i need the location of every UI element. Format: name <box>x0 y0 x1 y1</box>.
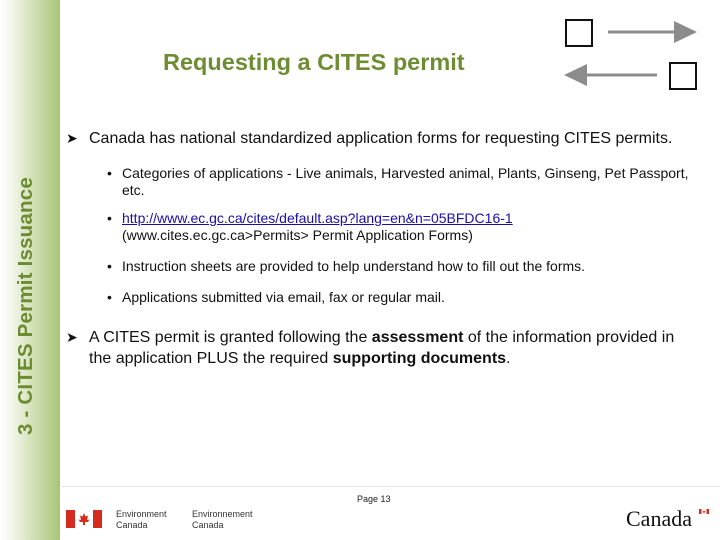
content-body <box>66 128 696 385</box>
arrow-bullet-icon: ➤ <box>66 329 78 345</box>
bullet-permit-granted <box>66 327 696 369</box>
wordmark-text: Canada <box>626 506 692 531</box>
dot-bullet-icon: • <box>107 258 112 274</box>
footer-divider <box>62 486 720 487</box>
dept-fr-line1: Environnement <box>192 509 253 519</box>
dept-en-line1: Environment <box>116 509 167 519</box>
sub-bullet-text: Applications submitted via email, fax or regular mail. <box>122 289 445 305</box>
arrow-bullet-icon: ➤ <box>66 130 78 146</box>
dot-bullet-icon: • <box>107 289 112 305</box>
bullet-text: A CITES permit is granted following the <box>89 329 372 346</box>
sub-bullet-categories <box>66 165 696 199</box>
canada-wordmark <box>626 506 692 532</box>
flag-icon <box>66 510 102 528</box>
bullet-bold-supporting: supporting documents <box>332 350 507 367</box>
sub-bullet-text: Instruction sheets are provided to help understand how to fill out the forms. <box>122 258 586 274</box>
dot-bullet-icon: • <box>107 165 112 181</box>
page-number: Page 13 <box>357 494 391 504</box>
dot-bullet-icon: • <box>107 210 112 226</box>
section-title-vertical: 3 - CITES Permit Issuance <box>14 177 37 435</box>
sub-bullet-link <box>66 210 696 244</box>
dept-name-french <box>192 509 253 531</box>
bullet-national-forms <box>66 128 696 149</box>
page-title: Requesting a CITES permit <box>163 49 465 75</box>
dept-en-line2: Canada <box>116 520 148 530</box>
decor-square-bottom <box>669 62 697 90</box>
forms-link[interactable]: http://www.ec.gc.ca/cites/default.asp?lang=en&n=05BFDC16-1 <box>122 210 513 226</box>
sub-bullet-instructions <box>66 258 696 275</box>
decor-square-top <box>565 19 593 47</box>
sub-bullet-text: (www.cites.ec.gc.ca>Permits> Permit Application Forms) <box>122 227 473 243</box>
dept-name-english <box>116 509 167 531</box>
bullet-text-mid: of the information provided in the application PLUS the required <box>89 329 675 367</box>
sub-bullet-submission <box>66 289 696 306</box>
bullet-text-end: . <box>506 350 511 367</box>
bullet-bold-assessment: assessment <box>371 329 464 346</box>
arrow-left-icon <box>563 62 659 88</box>
sub-bullet-text: Categories of applications - Live animals, Harvested animal, Plants, Ginseng, Pet Passport, etc. <box>122 165 689 198</box>
dept-fr-line2: Canada <box>192 520 224 530</box>
arrow-right-icon <box>606 19 698 45</box>
bullet-text: Canada has national standardized application forms for requesting CITES permits. <box>89 130 673 147</box>
wordmark-flag-icon <box>699 507 709 516</box>
